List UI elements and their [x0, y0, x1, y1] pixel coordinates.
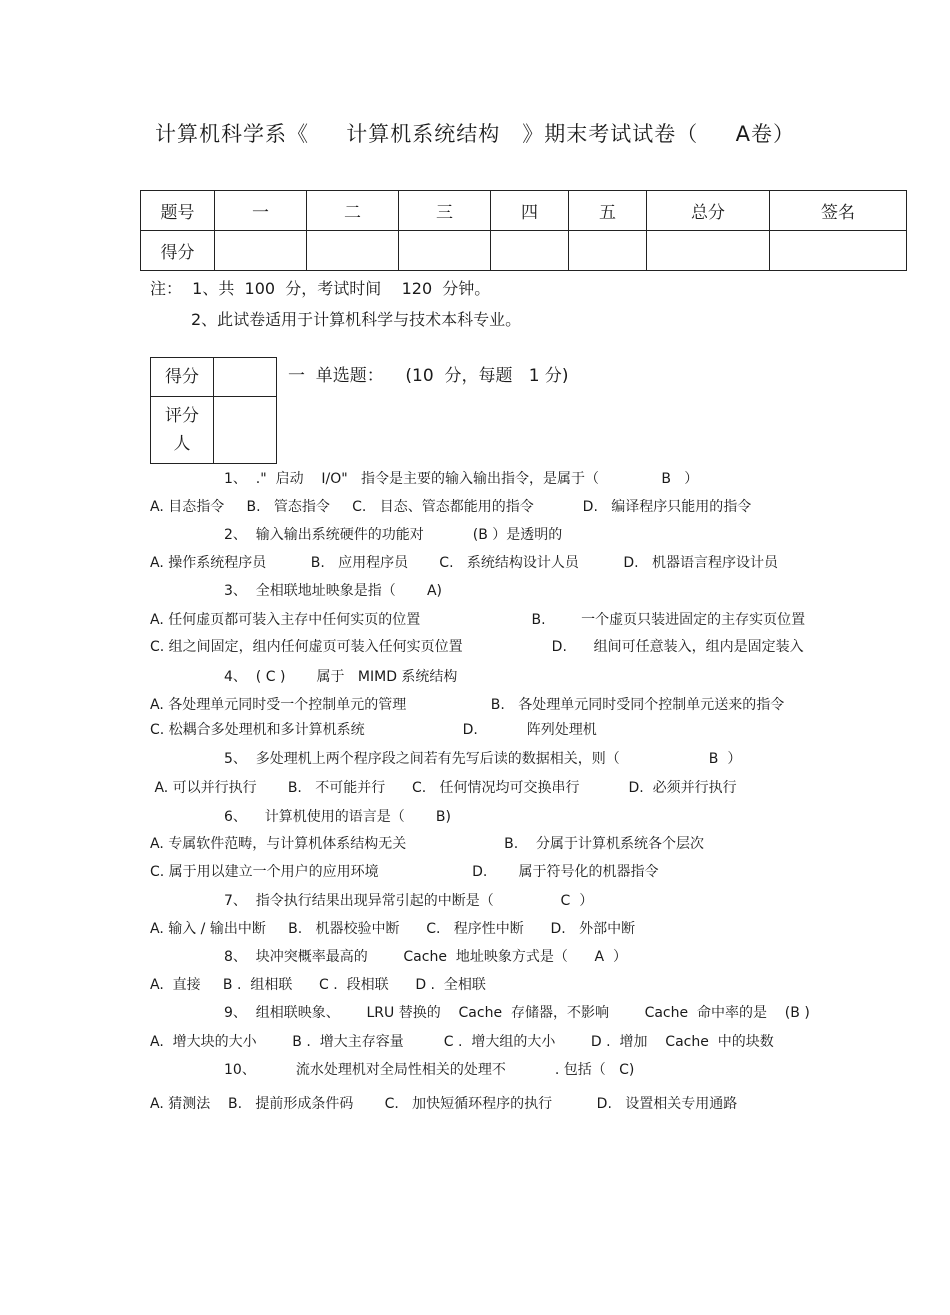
question-options: A. 任何虚页都可装入主存中任何实页的位置 B. 一个虚页只装进固定的主存实页位置 [150, 612, 806, 628]
score-table-score-row [141, 231, 907, 271]
score-cell [569, 231, 647, 271]
question-stem: 8、 块冲突概率最高的 Cache 地址映象方式是（ A ） [224, 949, 628, 965]
question-options: A. 操作系统程序员 B. 应用程序员 C. 系统结构设计人员 D. 机器语言程序设计员 [150, 555, 778, 571]
score-cell [647, 231, 770, 271]
question-stem: 9、 组相联映象、 LRU 替换的 Cache 存储器，不影响 Cache 命中率的是 (B ) [224, 1005, 810, 1021]
question-stem: 2、 输入输出系统硬件的功能对 (B ）是透明的 [224, 527, 563, 543]
score-header-cell: 总分 [647, 191, 770, 231]
question-options: A. 专属软件范畴，与计算机体系结构无关 B. 分属于计算机系统各个层次 [150, 836, 704, 852]
question-options: C. 组之间固定，组内任何虚页可装入任何实页位置 D. 组间可任意装入，组内是固定装入 [150, 639, 804, 655]
grader-label-line-2: 人 [173, 434, 191, 454]
grader-score-label: 得分 [151, 358, 214, 397]
score-header-cell: 五 [569, 191, 647, 231]
grader-label-line-1: 评分 [165, 406, 199, 426]
score-cell [399, 231, 491, 271]
grader-score-cell [214, 358, 277, 397]
note-line-1: 注： 1、共 100 分，考试时间 120 分钟。 [150, 279, 491, 298]
question-options: A. 各处理单元同时受一个控制单元的管理 B. 各处理单元同时受同个控制单元送来的指令 [150, 697, 785, 713]
question-options: A. 可以并行执行 B. 不可能并行 C. 任何情况均可交换串行 D. 必须并行执行 [150, 780, 737, 796]
grader-name-cell [214, 397, 277, 464]
exam-title: 计算机科学系《 计算机系统结构 》期末考试试卷（ A卷） [154, 122, 796, 146]
score-header-cell: 题号 [141, 191, 215, 231]
question-options: A. 增大块的大小 B . 增大主存容量 C . 增大组的大小 D . 增加 Cache 中的块数 [150, 1034, 774, 1050]
score-row-label: 得分 [141, 231, 215, 271]
score-header-cell: 一 [215, 191, 307, 231]
score-cell [491, 231, 569, 271]
question-options: A. 直接 B . 组相联 C . 段相联 D . 全相联 [150, 977, 486, 993]
note-line-2: 2、此试卷适用于计算机科学与技术本科专业。 [191, 310, 522, 329]
question-options: A. 猜测法 B. 提前形成条件码 C. 加快短循环程序的执行 D. 设置相关专用通路 [150, 1096, 738, 1112]
score-cell [770, 231, 907, 271]
question-options: C. 松耦合多处理机和多计算机系统 D. 阵列处理机 [150, 722, 597, 738]
grader-box [150, 357, 277, 464]
score-cell [215, 231, 307, 271]
score-cell [307, 231, 399, 271]
question-stem: 6、 计算机使用的语言是（ B) [224, 809, 451, 825]
score-header-cell: 三 [399, 191, 491, 231]
question-options: A. 目态指令 B. 管态指令 C. 目态、管态都能用的指令 D. 编译程序只能用的指令 [150, 499, 752, 515]
question-stem: 3、 全相联地址映象是指（ A) [224, 583, 442, 599]
question-options: A. 输入 / 输出中断 B. 机器校验中断 C. 程序性中断 D. 外部中断 [150, 921, 636, 937]
question-stem: 4、 ( C ) 属于 MIMD 系统结构 [224, 669, 458, 685]
question-options: C. 属于用以建立一个用户的应用环境 D. 属于符号化的机器指令 [150, 864, 659, 880]
score-table-header-row [141, 191, 907, 231]
score-header-cell: 签名 [770, 191, 907, 231]
grader-name-label [151, 397, 214, 464]
question-stem: 1、 ." 启动 I/O" 指令是主要的输入输出指令，是属于（ B ） [224, 471, 699, 487]
question-stem: 5、 多处理机上两个程序段之间若有先写后读的数据相关，则（ B ） [224, 751, 742, 767]
question-stem: 10、 流水处理机对全局性相关的处理不 . 包括（ C) [224, 1062, 635, 1078]
score-header-cell: 四 [491, 191, 569, 231]
score-header-cell: 二 [307, 191, 399, 231]
question-stem: 7、 指令执行结果出现异常引起的中断是（ C ） [224, 893, 594, 909]
section-title: 一 单选题： (10 分，每题 1 分) [288, 366, 569, 386]
score-table [140, 190, 907, 271]
